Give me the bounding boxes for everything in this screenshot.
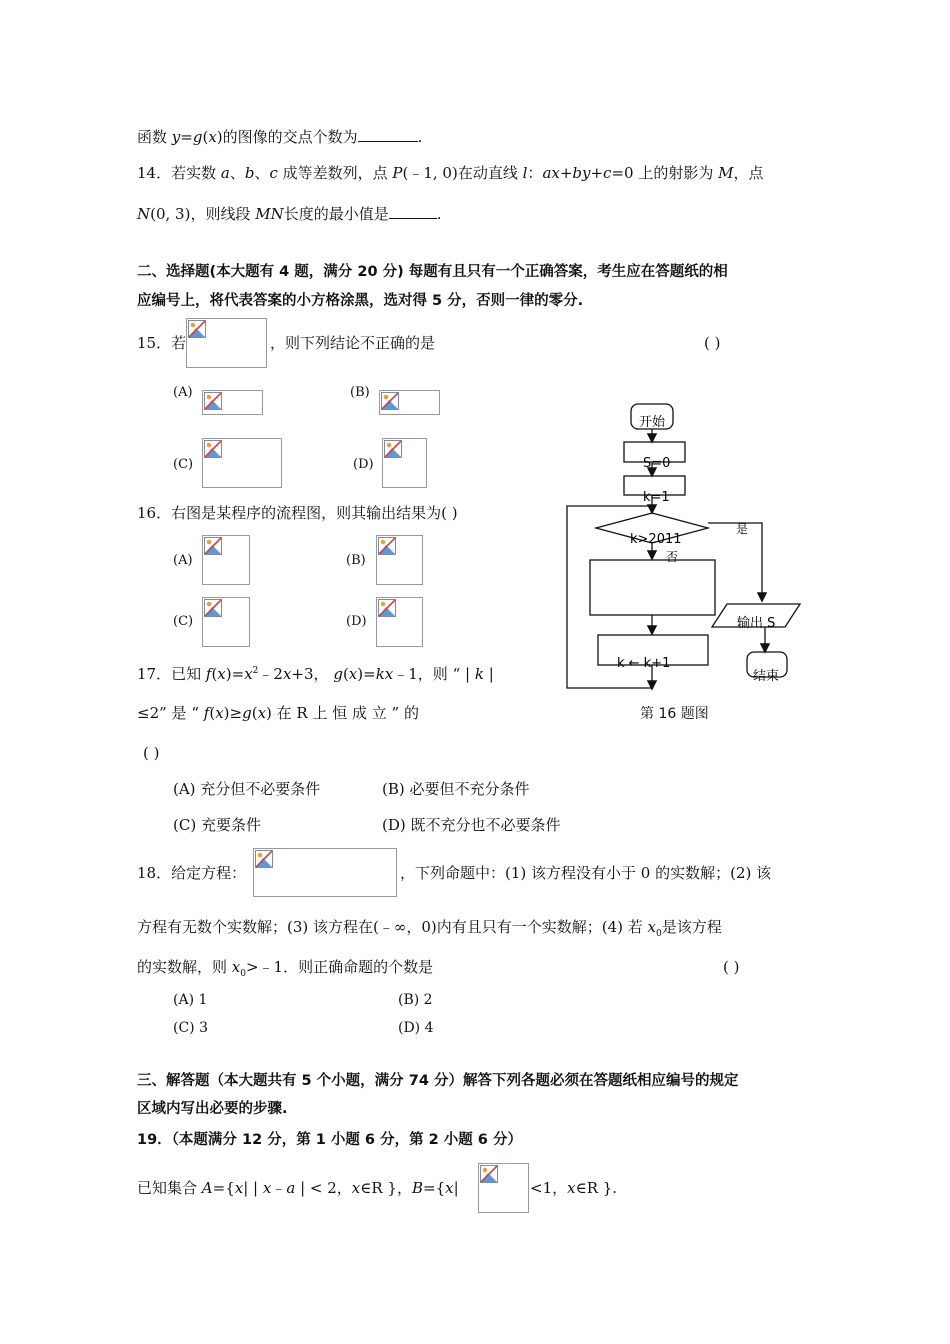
broken-image-icon	[204, 440, 222, 458]
q18-option-d: (D) 4	[398, 1020, 434, 1036]
section2-heading-line2: 应编号上，将代表答案的小方格涂黑，选对得 5 分，否则一律的零分.	[137, 293, 584, 309]
q16-option-c-label: (C)	[173, 614, 194, 629]
q16-option-c-image	[202, 597, 250, 647]
q15-option-b-image	[379, 390, 440, 415]
flowchart	[560, 395, 820, 695]
q19-sets-right: <1，x∈R }.	[530, 1179, 618, 1197]
flowchart-start-label: 开始	[639, 415, 666, 430]
q15-option-a-image	[202, 390, 263, 415]
q16-option-d-image	[376, 597, 423, 647]
section2-heading-line1: 二、选择题(本大题有 4 题，满分 20 分) 每题有且只有一个正确答案，考生应在答题纸的相	[137, 264, 728, 280]
q18-option-a: (A) 1	[173, 992, 208, 1008]
flowchart-no-label: 否	[666, 550, 679, 564]
q15-option-c-label: (C)	[173, 457, 194, 472]
flowchart-end-label: 结束	[753, 669, 780, 684]
q17-line1: 17．已知 $f(x)=x^2﹣2x+3$， g(x)=kx﹣1，则 “ | k |	[137, 665, 494, 683]
q15-option-c-image	[202, 438, 282, 488]
q17-option-b: (B) 必要但不充分条件	[382, 780, 530, 798]
broken-image-icon	[378, 599, 396, 617]
flowchart-caption: 第 16 题图	[640, 706, 709, 722]
flowchart-init-k-label: k=1	[643, 490, 670, 505]
q15-option-d-image	[382, 438, 427, 488]
q19-sets-left: 已知集合 A={x| | x﹣a | < 2，x∈R }，B={x|	[137, 1179, 459, 1197]
q18-line2: 方程有无数个实数解；(3) 该方程在(﹣∞，0)内有且只有一个实数解；(4) 若 $x_0$是该方程	[137, 918, 722, 939]
q18-answer-bracket: ( )	[723, 958, 740, 976]
q14-line1: 14．若实数 a、b、c 成等差数列，点 P(﹣1, 0)在动直线 l：ax+by+c=0 上的射影为 M，点	[137, 164, 764, 182]
broken-image-icon	[378, 537, 396, 555]
q18-option-b: (B) 2	[398, 992, 433, 1008]
q13-tail: 函数 y=g(x)的图像的交点个数为 .	[137, 128, 423, 146]
q16-stem: 16．右图是某程序的流程图，则其输出结果为( )	[137, 504, 458, 522]
broken-image-icon	[204, 599, 222, 617]
q16-option-d-label: (D)	[346, 614, 367, 629]
flowchart-yes-label: 是	[736, 522, 749, 536]
broken-image-icon	[188, 320, 206, 338]
answer-blank	[389, 204, 437, 219]
flowchart-output-label: 输出 S	[737, 616, 776, 631]
q19-fraction-image	[478, 1163, 529, 1213]
q19-header: 19．（本题满分 12 分，第 1 小题 6 分，第 2 小题 6 分）	[137, 1132, 522, 1148]
q18-line3: 的实数解，则 $x_0>﹣1$．则正确命题的个数是	[137, 958, 434, 979]
section3-heading-line1: 三、解答题（本大题共有 5 个小题，满分 74 分）解答下列各题必须在答题纸相应编号的规定	[137, 1073, 739, 1089]
q16-option-a-label: (A)	[173, 553, 193, 568]
broken-image-icon	[204, 392, 222, 410]
q16-option-b-image	[376, 535, 423, 585]
flowchart-update-label: k ← k+1	[617, 656, 671, 671]
q14-line2: N(0, 3)，则线段 MN长度的最小值是 .	[137, 205, 442, 223]
q16-option-a-image	[202, 535, 250, 585]
q17-line2: ≤2” 是 “ f(x)≥g(x) 在 R 上 恒 成 立 ” 的	[137, 704, 419, 722]
body-box	[590, 560, 715, 615]
q15-answer-bracket: ( )	[704, 334, 721, 352]
section3-heading-line2: 区域内写出必要的步骤.	[137, 1101, 288, 1117]
q17-option-c: (C) 充要条件	[173, 816, 261, 834]
answer-blank	[358, 127, 418, 142]
q18-stem-number: 18．给定方程：	[137, 864, 247, 882]
q15-stem-rest: ，则下列结论不正确的是	[270, 334, 436, 352]
q15-stem-number: 15．若	[137, 334, 187, 352]
broken-image-icon	[204, 537, 222, 555]
q15-option-a-label: (A)	[173, 385, 193, 400]
q15-option-d-label: (D)	[353, 457, 374, 472]
q18-equation-image	[253, 848, 397, 897]
broken-image-icon	[381, 392, 399, 410]
q18-line1-rest: ，下列命题中：(1) 该方程没有小于 0 的实数解；(2) 该	[400, 864, 772, 882]
q15-condition-image	[186, 318, 267, 368]
q15-option-b-label: (B)	[350, 385, 370, 400]
flowchart-condition-label: k>2011	[630, 532, 682, 547]
q17-option-d: (D) 既不充分也不必要条件	[382, 816, 561, 834]
broken-image-icon	[480, 1165, 498, 1183]
q17-answer-bracket: ( )	[143, 744, 160, 762]
broken-image-icon	[255, 850, 273, 868]
q18-option-c: (C) 3	[173, 1020, 208, 1036]
flowchart-init-s-label: S=0	[643, 456, 671, 471]
broken-image-icon	[384, 440, 402, 458]
q16-option-b-label: (B)	[346, 553, 366, 568]
q17-option-a: (A) 充分但不必要条件	[173, 780, 321, 798]
